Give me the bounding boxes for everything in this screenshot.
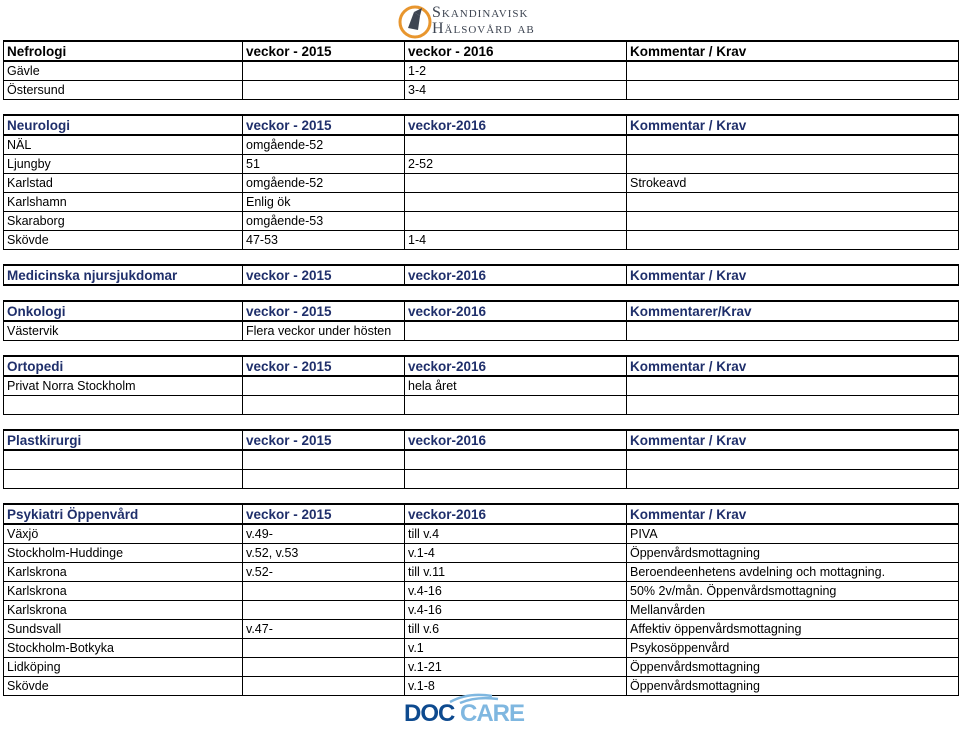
spacer-cell xyxy=(243,489,405,505)
comment-cell xyxy=(627,212,959,231)
column-header: veckor - 2016 xyxy=(405,41,627,61)
comment-cell xyxy=(627,376,959,396)
weeks-2016-cell xyxy=(405,396,627,415)
weeks-2015-cell xyxy=(243,61,405,81)
weeks-2015-cell: 51 xyxy=(243,155,405,174)
column-header: veckor-2016 xyxy=(405,301,627,321)
column-header: veckor - 2015 xyxy=(243,41,405,61)
comment-cell xyxy=(627,321,959,341)
weeks-2016-cell: 1-2 xyxy=(405,61,627,81)
section-title: Ortopedi xyxy=(4,356,243,376)
column-header: veckor-2016 xyxy=(405,115,627,135)
spacer-cell xyxy=(405,285,627,301)
comment-cell: Affektiv öppenvårdsmottagning xyxy=(627,620,959,639)
weeks-2016-cell: hela året xyxy=(405,376,627,396)
spacer-cell xyxy=(4,489,243,505)
clinic-cell: Karlskrona xyxy=(4,601,243,620)
spacer-cell xyxy=(243,100,405,116)
weeks-2016-cell xyxy=(405,450,627,470)
comment-cell xyxy=(627,231,959,250)
weeks-2015-cell: v.49- xyxy=(243,524,405,544)
section-header-row xyxy=(4,265,959,285)
comment-cell xyxy=(627,450,959,470)
weeks-2015-cell xyxy=(243,639,405,658)
section-title: Nefrologi xyxy=(4,41,243,61)
weeks-2015-cell xyxy=(243,601,405,620)
table-row xyxy=(4,61,959,81)
weeks-2015-cell: omgående-52 xyxy=(243,174,405,193)
weeks-2015-cell: omgående-52 xyxy=(243,135,405,155)
clinic-cell: Skövde xyxy=(4,231,243,250)
weeks-2015-cell: v.52- xyxy=(243,563,405,582)
clinic-cell: Karlskrona xyxy=(4,582,243,601)
weeks-2016-cell: v.4-16 xyxy=(405,601,627,620)
clinic-cell: Karlstad xyxy=(4,174,243,193)
section-spacer xyxy=(4,285,959,301)
clinic-cell: Stockholm-Botkyka xyxy=(4,639,243,658)
skandinavisk-halsovard-logo xyxy=(398,2,548,42)
comment-cell xyxy=(627,193,959,212)
spacer-cell xyxy=(405,489,627,505)
section-title: Psykiatri Öppenvård xyxy=(4,504,243,524)
column-header: Kommentar / Krav xyxy=(627,265,959,285)
section-spacer xyxy=(4,250,959,266)
comment-cell xyxy=(627,155,959,174)
spacer-cell xyxy=(243,341,405,357)
table-row xyxy=(4,212,959,231)
table-row xyxy=(4,231,959,250)
spacer-cell xyxy=(4,100,243,116)
clinic-cell xyxy=(4,396,243,415)
weeks-2015-cell xyxy=(243,677,405,696)
column-header: veckor-2016 xyxy=(405,265,627,285)
weeks-2015-cell xyxy=(243,470,405,489)
clinic-cell xyxy=(4,450,243,470)
comment-cell: PIVA xyxy=(627,524,959,544)
weeks-2016-cell: v.1-8 xyxy=(405,677,627,696)
section-header-row xyxy=(4,356,959,376)
spacer-cell xyxy=(4,250,243,266)
table-row xyxy=(4,376,959,396)
spacer-cell xyxy=(4,285,243,301)
weeks-2016-cell: till v.6 xyxy=(405,620,627,639)
section-spacer xyxy=(4,489,959,505)
comment-cell xyxy=(627,135,959,155)
spacer-cell xyxy=(243,415,405,431)
table-row xyxy=(4,639,959,658)
table-row xyxy=(4,135,959,155)
spacer-cell xyxy=(405,341,627,357)
comment-cell xyxy=(627,61,959,81)
comment-cell: Öppenvårdsmottagning xyxy=(627,544,959,563)
comment-cell xyxy=(627,396,959,415)
weeks-2015-cell: Enlig ök xyxy=(243,193,405,212)
table-row xyxy=(4,582,959,601)
column-header: Kommentar / Krav xyxy=(627,115,959,135)
weeks-2016-cell: v.4-16 xyxy=(405,582,627,601)
table-row xyxy=(4,470,959,489)
weeks-2015-cell: 47-53 xyxy=(243,231,405,250)
spacer-cell xyxy=(4,415,243,431)
spacer-cell xyxy=(627,285,959,301)
table-row xyxy=(4,174,959,193)
clinic-cell: Karlskrona xyxy=(4,563,243,582)
table-row xyxy=(4,321,959,341)
section-header-row xyxy=(4,115,959,135)
spacer-cell xyxy=(243,285,405,301)
table-row xyxy=(4,81,959,100)
table-row xyxy=(4,601,959,620)
comment-cell: Öppenvårdsmottagning xyxy=(627,677,959,696)
weeks-2015-cell: omgående-53 xyxy=(243,212,405,231)
doc-care-wordmark xyxy=(404,700,524,728)
spacer-cell xyxy=(4,341,243,357)
column-header: Kommentar / Krav xyxy=(627,504,959,524)
spacer-cell xyxy=(627,250,959,266)
column-header: veckor-2016 xyxy=(405,356,627,376)
column-header: veckor - 2015 xyxy=(243,504,405,524)
comment-cell xyxy=(627,470,959,489)
spacer-cell xyxy=(243,250,405,266)
comment-cell: Öppenvårdsmottagning xyxy=(627,658,959,677)
weeks-2016-cell xyxy=(405,470,627,489)
weeks-2015-cell: v.47- xyxy=(243,620,405,639)
weeks-2016-cell xyxy=(405,321,627,341)
clinic-cell: Privat Norra Stockholm xyxy=(4,376,243,396)
table-row xyxy=(4,524,959,544)
clinic-cell: Skaraborg xyxy=(4,212,243,231)
table-row xyxy=(4,658,959,677)
weeks-2016-cell: till v.11 xyxy=(405,563,627,582)
clinic-cell: NÄL xyxy=(4,135,243,155)
spacer-cell xyxy=(627,341,959,357)
logo-line-1: Skandinavisk xyxy=(432,4,529,21)
table-row xyxy=(4,193,959,212)
column-header: Kommentar / Krav xyxy=(627,430,959,450)
column-header: veckor - 2015 xyxy=(243,430,405,450)
bird-logo-icon xyxy=(398,2,436,40)
column-header: Kommentar / Krav xyxy=(627,41,959,61)
clinic-cell: Ljungby xyxy=(4,155,243,174)
section-title: Neurologi xyxy=(4,115,243,135)
weeks-2016-cell: 3-4 xyxy=(405,81,627,100)
comment-cell: 50% 2v/mån. Öppenvårdsmottagning xyxy=(627,582,959,601)
table-row xyxy=(4,620,959,639)
comment-cell: Psykosöppenvård xyxy=(627,639,959,658)
clinic-cell: Stockholm-Huddinge xyxy=(4,544,243,563)
spacer-cell xyxy=(405,100,627,116)
column-header: veckor-2016 xyxy=(405,430,627,450)
clinic-cell: Växjö xyxy=(4,524,243,544)
section-header-row xyxy=(4,430,959,450)
table-row xyxy=(4,544,959,563)
care-word: CARE xyxy=(460,700,525,727)
column-header: veckor - 2015 xyxy=(243,265,405,285)
column-header: veckor - 2015 xyxy=(243,115,405,135)
clinic-cell: Gävle xyxy=(4,61,243,81)
clinic-cell: Lidköping xyxy=(4,658,243,677)
section-spacer xyxy=(4,415,959,431)
table-row xyxy=(4,155,959,174)
clinic-cell: Skövde xyxy=(4,677,243,696)
section-header-row xyxy=(4,504,959,524)
spacer-cell xyxy=(405,250,627,266)
column-header: veckor-2016 xyxy=(405,504,627,524)
weeks-2016-cell: v.1-4 xyxy=(405,544,627,563)
clinic-cell: Sundsvall xyxy=(4,620,243,639)
spacer-cell xyxy=(405,415,627,431)
comment-cell xyxy=(627,81,959,100)
section-title: Medicinska njursjukdomar xyxy=(4,265,243,285)
weeks-2016-cell: till v.4 xyxy=(405,524,627,544)
spacer-cell xyxy=(627,100,959,116)
weeks-2016-cell: 2-52 xyxy=(405,155,627,174)
weeks-2015-cell xyxy=(243,376,405,396)
clinic-cell xyxy=(4,470,243,489)
doc-word: DOC xyxy=(404,700,455,727)
weeks-2015-cell xyxy=(243,658,405,677)
column-header: Kommentar / Krav xyxy=(627,356,959,376)
weeks-2015-cell xyxy=(243,81,405,100)
spacer-cell xyxy=(627,489,959,505)
clinic-cell: Östersund xyxy=(4,81,243,100)
section-title: Onkologi xyxy=(4,301,243,321)
weeks-2016-cell xyxy=(405,174,627,193)
placement-table xyxy=(3,40,959,696)
comment-cell: Beroendeenhetens avdelning och mottagning. xyxy=(627,563,959,582)
table-row xyxy=(4,450,959,470)
weeks-2015-cell: Flera veckor under hösten xyxy=(243,321,405,341)
comment-cell: Mellanvården xyxy=(627,601,959,620)
section-spacer xyxy=(4,100,959,116)
weeks-2015-cell xyxy=(243,396,405,415)
weeks-2016-cell xyxy=(405,135,627,155)
weeks-2016-cell: v.1-21 xyxy=(405,658,627,677)
doc-care-logo xyxy=(404,690,536,728)
section-header-row xyxy=(4,41,959,61)
clinic-cell: Västervik xyxy=(4,321,243,341)
weeks-2015-cell xyxy=(243,582,405,601)
weeks-2016-cell: v.1 xyxy=(405,639,627,658)
spacer-cell xyxy=(627,415,959,431)
weeks-2016-cell xyxy=(405,212,627,231)
column-header: veckor - 2015 xyxy=(243,356,405,376)
clinic-cell: Karlshamn xyxy=(4,193,243,212)
section-title: Plastkirurgi xyxy=(4,430,243,450)
weeks-2016-cell: 1-4 xyxy=(405,231,627,250)
column-header: Kommentarer/Krav xyxy=(627,301,959,321)
weeks-2016-cell xyxy=(405,193,627,212)
comment-cell: Strokeavd xyxy=(627,174,959,193)
section-spacer xyxy=(4,341,959,357)
logo-line-2: Hälsovård ab xyxy=(432,20,535,37)
section-header-row xyxy=(4,301,959,321)
weeks-2015-cell xyxy=(243,450,405,470)
table-row xyxy=(4,396,959,415)
table-row xyxy=(4,563,959,582)
weeks-2015-cell: v.52, v.53 xyxy=(243,544,405,563)
column-header: veckor - 2015 xyxy=(243,301,405,321)
